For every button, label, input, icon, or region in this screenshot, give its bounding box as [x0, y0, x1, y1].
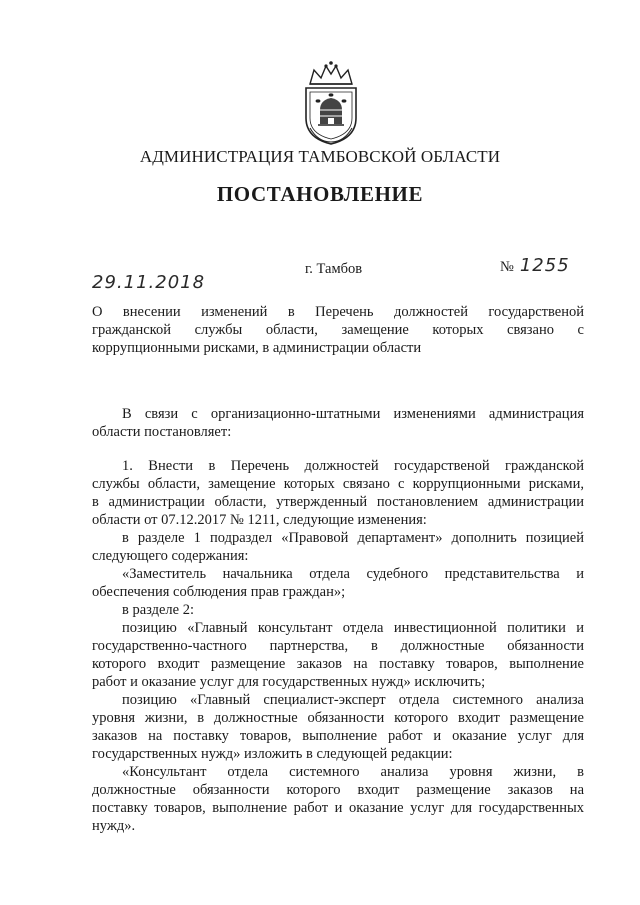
title-line: О внесении изменений в Перечень должностей государственой: [92, 304, 584, 320]
number-prefix: №: [500, 259, 514, 275]
body-line: службы области, замещение которых связано с коррупционными рисками,: [92, 476, 584, 492]
body-line: государственно-частного партнерства, в должностные обязанности: [92, 638, 584, 654]
document-body: [92, 405, 584, 835]
body-line: позицию «Главный специалист-эксперт отдела системного анализа: [122, 692, 584, 708]
body-line: области от 07.12.2017 № 1211, следующие изменения:: [92, 512, 427, 528]
body-line: 1. Внести в Перечень должностей государственой гражданской: [122, 458, 584, 474]
body-line: «Заместитель начальника отдела судебного представительства и: [122, 566, 584, 582]
body-line: обеспечения соблюдения прав граждан»;: [92, 584, 346, 600]
body-line: заказов на поставку товаров, выполнение работ и оказание услуг для: [92, 728, 584, 744]
coat-of-arms-icon: [296, 58, 366, 148]
body-line: области постановляет:: [92, 424, 232, 440]
document-type: ПОСТАНОВЛЕНИЕ: [216, 182, 424, 206]
body-line: которого входит размещение заказов на поставку товаров, выполнение: [92, 656, 584, 672]
title-line: коррупционными рисками, в администрации области: [92, 340, 422, 356]
body-line: в разделе 1 подраздел «Правовой департамент» дополнить позицией: [122, 530, 584, 546]
body-line: в администрации области, утвержденный постановлением администрации: [92, 494, 584, 510]
body-line: нужд».: [92, 818, 136, 834]
body-line: должностные обязанности которого входит размещение заказов на: [92, 782, 584, 798]
body-line: следующего содержания:: [92, 548, 249, 564]
title-line: гражданской службы области, замещение которых связано с: [92, 322, 584, 338]
body-line: поставку товаров, выполнение работ и оказание услуг для государственных: [92, 800, 584, 816]
document-title: [92, 303, 584, 357]
number-value: 1255: [519, 255, 570, 276]
body-line: государственных нужд» изложить в следующей редакции:: [92, 746, 453, 762]
organization-name: АДМИНИСТРАЦИЯ ТАМБОВСКОЙ ОБЛАСТИ: [139, 147, 501, 166]
document-date: 29.11.2018: [92, 272, 206, 293]
body-line: уровня жизни, в должностные обязанности которого входит размещение: [92, 710, 584, 726]
body-line: работ и оказание услуг для государственных нужд» исключить;: [92, 674, 486, 690]
body-line: В связи с организационно-штатными изменениями администрация: [122, 406, 584, 422]
body-line: в разделе 2:: [122, 602, 195, 618]
document-city: г. Тамбов: [305, 261, 363, 277]
body-line: позицию «Главный консультант отдела инвестиционной политики и: [122, 620, 584, 636]
document-number: [500, 255, 570, 276]
body-line: «Консультант отдела системного анализа уровня жизни, в: [122, 764, 584, 780]
